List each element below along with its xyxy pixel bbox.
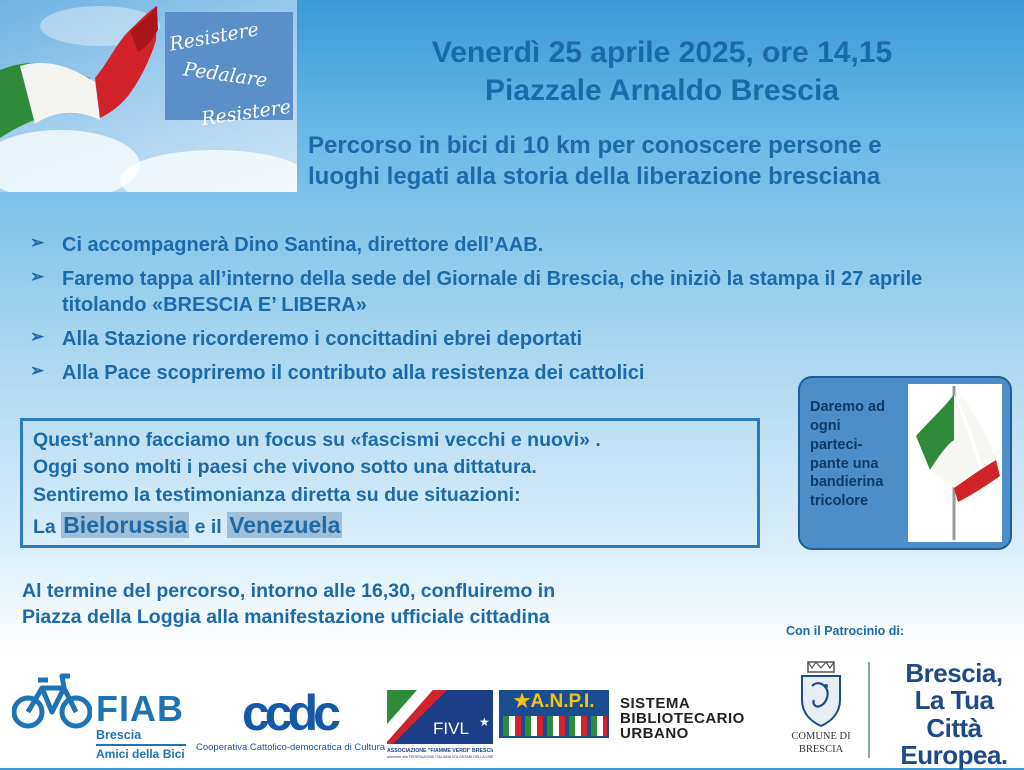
bicycle-icon [12, 668, 92, 732]
fiab-name: FIAB [96, 688, 184, 729]
arrow-bullet-icon: ➢ [30, 267, 45, 286]
fivl-logo [387, 690, 493, 760]
motto-box [165, 12, 293, 131]
motto-line: Resistere [167, 18, 261, 56]
flag-photo [0, 0, 297, 192]
flag-gift-box [798, 376, 1012, 550]
list-item: ➢ Alla Stazione ricorderemo i concittadini ebrei deportati [30, 327, 583, 350]
comune-logo [786, 660, 856, 760]
event-place: Piazzale Arnaldo Brescia [484, 73, 840, 107]
event-headline [330, 34, 994, 109]
closing-text: Al termine del percorso, intorno alle 16,30, confluiremo in Piazza della Loggia alla manifestazione ufficiale cittadina [22, 580, 556, 629]
brescia-europea-logo: Brescia, La Tua Città Europea. [900, 658, 1008, 770]
list-item: ➢ Ci accompagnerà Dino Santina, direttore dell’AAB. [30, 233, 544, 256]
fiab-sub: Amici della Bici [96, 747, 185, 761]
event-lead [308, 130, 1018, 192]
fivl-emblem [387, 690, 493, 760]
anpi-logo [499, 690, 609, 740]
fivl-name: FIVL [433, 719, 469, 738]
star-icon: ★ [479, 715, 490, 729]
fivl-sub: aderente alla FEDERAZIONE ITALIANA VOLONTARI DELLA LIBERTÀ [387, 755, 493, 759]
ccdc-mark: ccdc [242, 685, 336, 741]
motto-line: Pedalare [181, 58, 269, 92]
lead-line: luoghi legati alla storia della liberazione bresciana [308, 163, 881, 191]
motto-line: Resistere [199, 95, 293, 131]
fiab-logo [12, 664, 192, 760]
flag-gift-text: Daremo ad ogni parteci- pante una bandierina tricolore [810, 399, 885, 510]
divider [868, 662, 870, 758]
list-item: ➢ Faremo tappa all’interno della sede del Giornale di Brescia, che iniziò la stampa il 27 aprile titolando «BRESCIA E’ LIBERA» [30, 267, 923, 316]
focus-line: Oggi sono molti i paesi che vivono sotto una dittatura. [33, 456, 537, 479]
fiab-city: Brescia [96, 728, 142, 742]
lead-line: Percorso in bici di 10 km per conoscere persone e [308, 132, 882, 159]
coat-of-arms-icon [796, 660, 846, 728]
patronage-label: Con il Patrocinio di: [786, 624, 905, 638]
small-flag-icon [908, 384, 1002, 542]
focus-line: Sentiremo la testimonianza diretta su due situazioni: [33, 483, 521, 506]
focus-countries: La Bielorussia e il Venezuela [33, 511, 341, 538]
arrow-bullet-icon: ➢ [30, 361, 45, 380]
country-highlight: Bielorussia [63, 511, 188, 538]
ccdc-sub: Cooperativa Cattolico-democratica di Cultura [196, 742, 386, 753]
comune-label: COMUNE DI BRESCIA [791, 731, 851, 756]
program-list [30, 232, 1010, 394]
divider [96, 744, 186, 746]
anpi-name: ★A.N.P.I. [499, 690, 609, 714]
event-date: Venerdì 25 aprile 2025, ore 14,15 [431, 36, 893, 69]
country-highlight: Venezuela [229, 511, 341, 538]
focus-line: Quest’anno facciamo un focus su «fascismi vecchi e nuovi» . [33, 429, 601, 451]
ccdc-logo [196, 685, 386, 758]
list-item: ➢ Alla Pace scopriremo il contributo alla resistenza dei cattolici [30, 361, 645, 384]
small-flag-image [908, 384, 1002, 542]
arrow-bullet-icon: ➢ [30, 233, 45, 252]
fivl-sub: ASSOCIAZIONE "FIAMME VERDI" BRESCIA [387, 748, 493, 754]
arrow-bullet-icon: ➢ [30, 327, 45, 346]
anpi-flag-bars [499, 714, 609, 738]
sbu-logo: SISTEMA BIBLIOTECARIO URBANO [620, 695, 745, 742]
focus-box [20, 418, 760, 548]
